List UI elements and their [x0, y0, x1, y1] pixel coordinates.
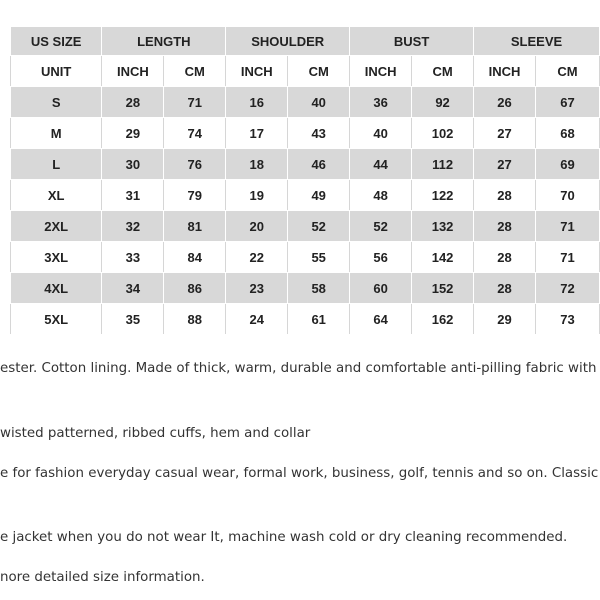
measurement-cell: 19 — [226, 180, 288, 211]
measurement-cell: 27 — [474, 118, 536, 149]
size-label: XL — [11, 180, 102, 211]
size-label: M — [11, 118, 102, 149]
description-care: e jacket when you do not wear It, machine wash cold or dry cleaning recommended. — [0, 530, 568, 545]
measurement-cell: 49 — [288, 180, 350, 211]
measurement-cell: 142 — [412, 242, 474, 273]
measurement-cell: 55 — [288, 242, 350, 273]
measurement-cell: 18 — [226, 149, 288, 180]
measurement-cell: 88 — [164, 304, 226, 335]
measurement-cell: 61 — [288, 304, 350, 335]
measurement-cell: 69 — [535, 149, 599, 180]
measurement-cell: 40 — [350, 118, 412, 149]
measurement-cell: 132 — [412, 211, 474, 242]
measurement-cell: 27 — [474, 149, 536, 180]
measurement-cell: 71 — [535, 211, 599, 242]
table-row — [11, 180, 600, 211]
measurement-cell: 43 — [288, 118, 350, 149]
measurement-cell: 36 — [350, 87, 412, 118]
measurement-cell: 28 — [102, 87, 164, 118]
table-row — [11, 273, 600, 304]
table-row — [11, 149, 600, 180]
measurement-cell: 73 — [535, 304, 599, 335]
table-row — [11, 242, 600, 273]
measurement-cell: 84 — [164, 242, 226, 273]
description-details: wisted patterned, ribbed cuffs, hem and collar — [0, 426, 311, 441]
measurement-cell: 67 — [535, 87, 599, 118]
measurement-cell: 22 — [226, 242, 288, 273]
table-row — [11, 87, 600, 118]
table-row — [11, 118, 600, 149]
measurement-cell: 23 — [226, 273, 288, 304]
measurement-cell: 162 — [412, 304, 474, 335]
measurement-cell: 32 — [102, 211, 164, 242]
unit-cell: CM — [288, 56, 350, 87]
measurement-cell: 48 — [350, 180, 412, 211]
measurement-cell: 52 — [288, 211, 350, 242]
measurement-cell: 26 — [474, 87, 536, 118]
measurement-cell: 46 — [288, 149, 350, 180]
unit-cell: CM — [164, 56, 226, 87]
measurement-cell: 52 — [350, 211, 412, 242]
measurement-cell: 33 — [102, 242, 164, 273]
size-label: 5XL — [11, 304, 102, 335]
table-header-row — [11, 27, 600, 56]
measurement-cell: 68 — [535, 118, 599, 149]
unit-cell: INCH — [350, 56, 412, 87]
measurement-cell: 79 — [164, 180, 226, 211]
description-occasion: e for fashion everyday casual wear, formal work, business, golf, tennis and so on. Classic — [0, 466, 599, 481]
measurement-cell: 20 — [226, 211, 288, 242]
header-sleeve: SLEEVE — [474, 27, 600, 56]
measurement-cell: 60 — [350, 273, 412, 304]
measurement-cell: 122 — [412, 180, 474, 211]
measurement-cell: 28 — [474, 180, 536, 211]
measurement-cell: 58 — [288, 273, 350, 304]
measurement-cell: 64 — [350, 304, 412, 335]
measurement-cell: 34 — [102, 273, 164, 304]
unit-label: UNIT — [11, 56, 102, 87]
size-label: S — [11, 87, 102, 118]
measurement-cell: 17 — [226, 118, 288, 149]
measurement-cell: 28 — [474, 242, 536, 273]
size-label: L — [11, 149, 102, 180]
measurement-cell: 40 — [288, 87, 350, 118]
size-label: 4XL — [11, 273, 102, 304]
measurement-cell: 72 — [535, 273, 599, 304]
header-bust: BUST — [350, 27, 474, 56]
unit-cell: CM — [412, 56, 474, 87]
measurement-cell: 81 — [164, 211, 226, 242]
measurement-cell: 56 — [350, 242, 412, 273]
measurement-cell: 74 — [164, 118, 226, 149]
measurement-cell: 112 — [412, 149, 474, 180]
table-row — [11, 211, 600, 242]
measurement-cell: 28 — [474, 273, 536, 304]
unit-cell: CM — [535, 56, 599, 87]
measurement-cell: 102 — [412, 118, 474, 149]
measurement-cell: 92 — [412, 87, 474, 118]
description-size-note: nore detailed size information. — [0, 570, 205, 585]
table-unit-row — [11, 56, 600, 87]
measurement-cell: 70 — [535, 180, 599, 211]
measurement-cell: 30 — [102, 149, 164, 180]
measurement-cell: 28 — [474, 211, 536, 242]
measurement-cell: 152 — [412, 273, 474, 304]
unit-cell: INCH — [102, 56, 164, 87]
unit-cell: INCH — [474, 56, 536, 87]
size-chart-table — [10, 26, 600, 335]
size-label: 2XL — [11, 211, 102, 242]
measurement-cell: 31 — [102, 180, 164, 211]
measurement-cell: 71 — [164, 87, 226, 118]
measurement-cell: 16 — [226, 87, 288, 118]
measurement-cell: 76 — [164, 149, 226, 180]
description-material: ester. Cotton lining. Made of thick, warm, durable and comfortable anti-pilling fabric with — [0, 361, 597, 376]
size-label: 3XL — [11, 242, 102, 273]
measurement-cell: 44 — [350, 149, 412, 180]
table-row — [11, 304, 600, 335]
measurement-cell: 35 — [102, 304, 164, 335]
unit-cell: INCH — [226, 56, 288, 87]
header-shoulder: SHOULDER — [226, 27, 350, 56]
measurement-cell: 86 — [164, 273, 226, 304]
measurement-cell: 24 — [226, 304, 288, 335]
measurement-cell: 71 — [535, 242, 599, 273]
header-us-size: US SIZE — [11, 27, 102, 56]
measurement-cell: 29 — [474, 304, 536, 335]
header-length: LENGTH — [102, 27, 226, 56]
measurement-cell: 29 — [102, 118, 164, 149]
